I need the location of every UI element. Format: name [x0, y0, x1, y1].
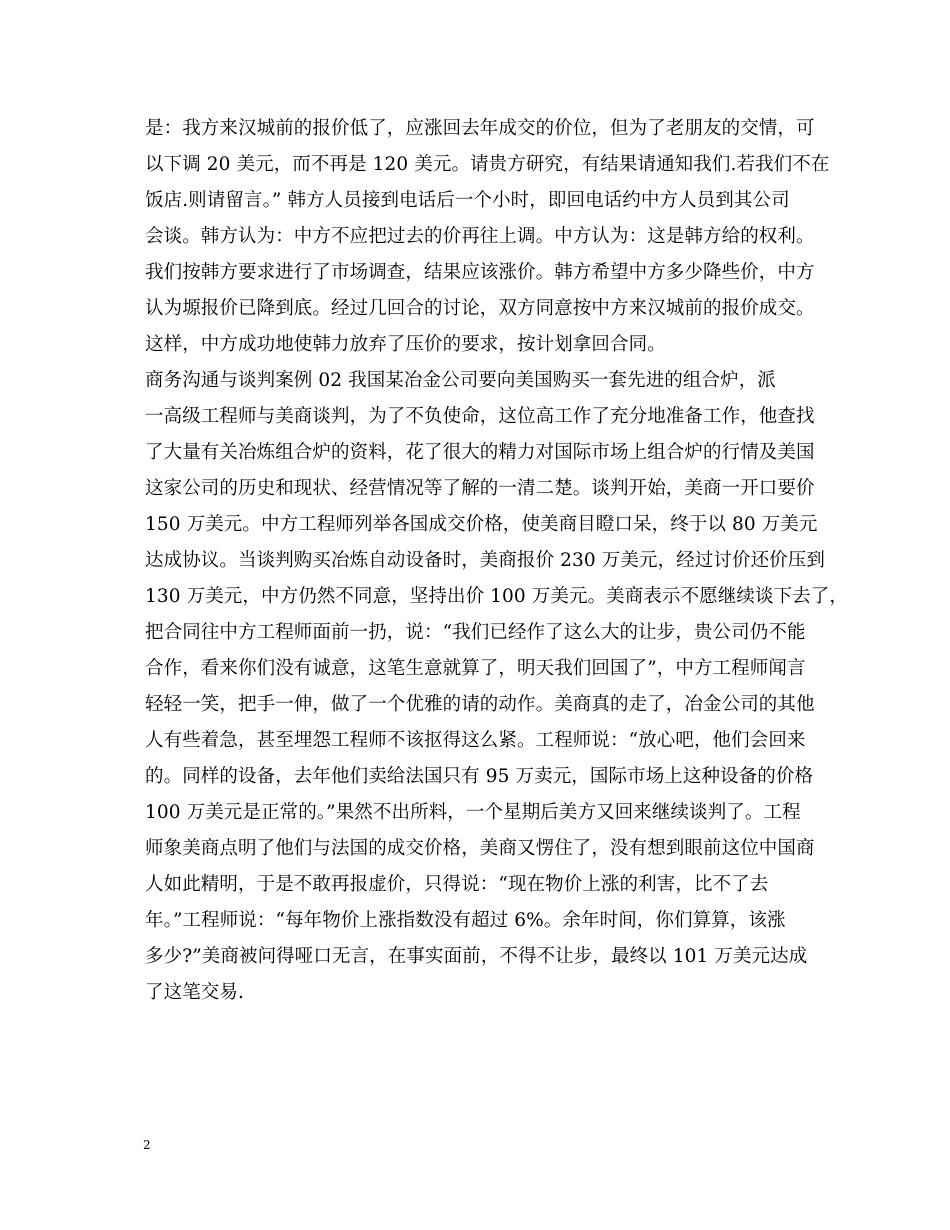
body-text-line: 年。”工程师说：“每年物价上涨指数没有超过 6%。余年时间，你们算算，该涨 [145, 910, 786, 931]
body-text-line: 150 万美元。中方工程师列举各国成交价格，使美商目瞪口呆，终于以 80 万美元 [145, 514, 818, 535]
body-text-line: 师象美商点明了他们与法国的成交价格，美商又愣住了，没有想到眼前这位中国商 [145, 838, 815, 859]
body-text-line: 饭店.则请留言。” 韩方人员接到电话后一个小时，即回电话约中方人员到其公司 [145, 190, 790, 211]
body-text-line: 人有些着急，甚至埋怨工程师不该抠得这么紧。工程师说：“放心吧，他们会回来 [145, 730, 806, 751]
body-text-line: 轻轻一笑，把手一伸，做了一个优雅的请的动作。美商真的走了，冶金公司的其他 [145, 694, 815, 715]
body-text-line: 会谈。韩方认为：中方不应把过去的价再往上调。中方认为：这是韩方给的权利。 [145, 226, 815, 247]
body-text-line: 130 万美元，中方仍然不同意，坚持出价 100 万美元。美商表示不愿继续谈下去了， [145, 586, 848, 607]
page-number: 2 [143, 1138, 151, 1152]
body-text-line: 合作，看来你们没有诚意，这笔生意就算了，明天我们回国了”，中方工程师闻言 [145, 658, 806, 679]
section-heading-line: 商务沟通与谈判案例 02 我国某冶金公司要向美国购买一套先进的组合炉，派 [145, 370, 776, 391]
body-text-line: 的。同样的设备，去年他们卖给法国只有 95 万卖元，国际市场上这种设备的价格 [145, 766, 814, 787]
body-text-line: 以下调 20 美元，而不再是 120 美元。请贵方研究，有结果请通知我们.若我们不在 [145, 154, 830, 175]
body-text-line: 我们按韩方要求进行了市场调查，结果应该涨价。韩方希望中方多少降些价，中方 [145, 262, 815, 283]
body-text-line: 认为塬报价已降到底。经过几回合的讨论，双方同意按中方来汉城前的报价成交。 [145, 298, 815, 319]
body-text-line: 达成协议。当谈判购买冶炼自动设备时，美商报价 230 万美元，经过讨价还价压到 [145, 550, 825, 571]
body-text-line: 这家公司的历史和现状、经营情况等了解的一清二楚。谈判开始，美商一开口要价 [145, 478, 815, 499]
body-text-line: 100 万美元是正常的。”果然不出所料，一个星期后美方又回来继续谈判了。工程 [145, 802, 801, 823]
body-text-line: 一高级工程师与美商谈判，为了不负使命，这位高工作了充分地准备工作，他查找 [145, 406, 815, 427]
body-text-line: 了这笔交易. [145, 982, 244, 1003]
body-text-line: 这样，中方成功地使韩力放弃了压价的要求，按计划拿回合同。 [145, 334, 666, 355]
body-text-line: 是：我方来汉城前的报价低了，应涨回去年成交的价位，但为了老朋友的交情，可 [145, 118, 815, 139]
body-text-line: 人如此精明，于是不敢再报虚价，只得说：“现在物价上涨的利害，比不了去 [145, 874, 769, 895]
body-text-line: 了大量有关冶炼组合炉的资料，花了很大的精力对国际市场上组合炉的行情及美国 [145, 442, 815, 463]
body-text-line: 把合同往中方工程师面前一扔，说：“我们已经作了这么大的让步，贵公司仍不能 [145, 622, 806, 643]
body-text-line: 多少?”美商被问得哑口无言，在事实面前，不得不让步，最终以 101 万美元达成 [145, 946, 808, 967]
